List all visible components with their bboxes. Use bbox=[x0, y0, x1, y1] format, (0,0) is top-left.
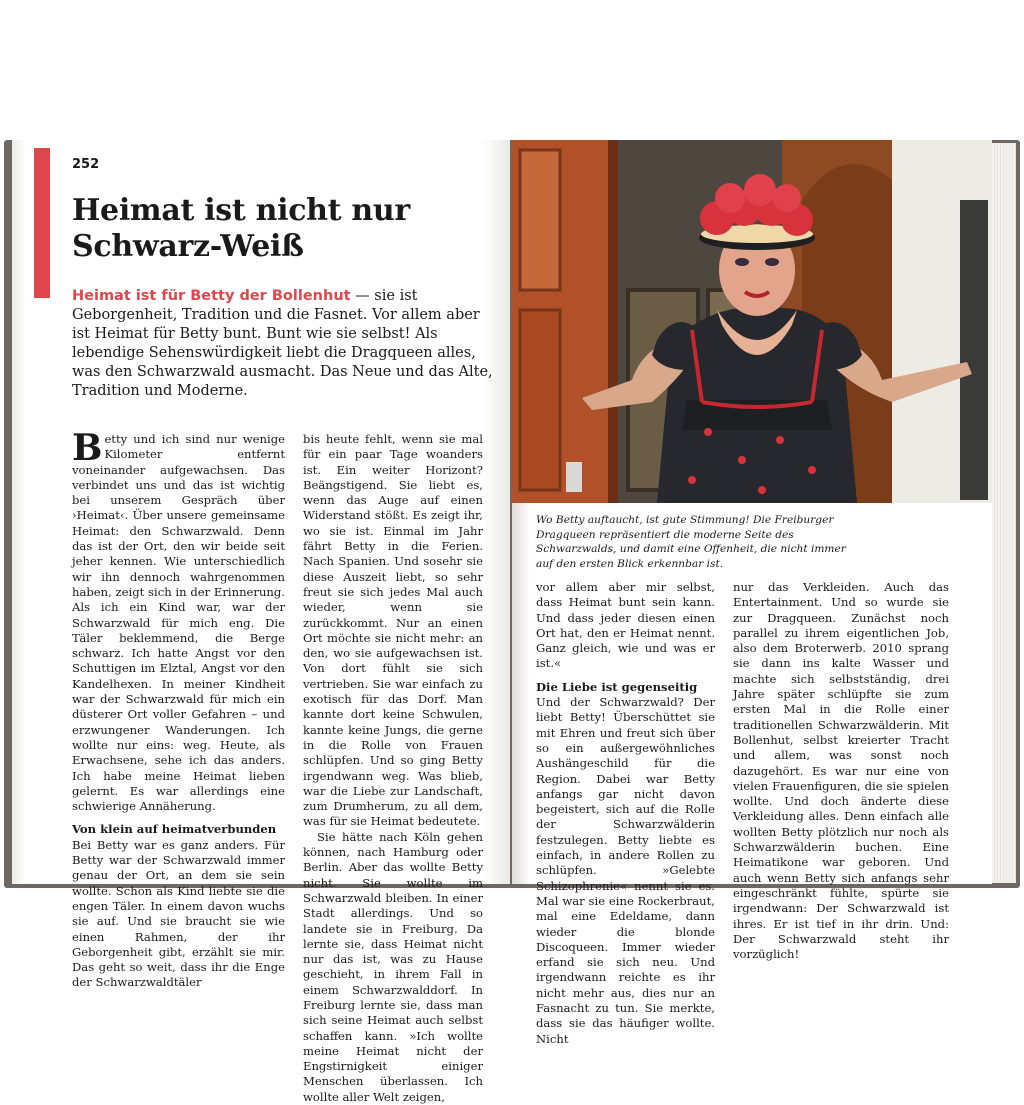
page-edges bbox=[992, 143, 1016, 883]
drop-cap: B bbox=[72, 427, 103, 469]
page-number: 252 bbox=[72, 157, 100, 172]
photo-illustration bbox=[512, 140, 992, 503]
text-column-3 bbox=[536, 580, 715, 1047]
text-column-2 bbox=[303, 432, 483, 1105]
subheading: Von klein auf heimatverbunden bbox=[72, 822, 277, 837]
article-title: Heimat ist nicht nur Schwarz-Weiß bbox=[72, 193, 410, 264]
paragraph: vor allem aber mir selbst, dass Heimat bunt sein kann. Und dass jeder diesen einen Ort hat, den er Heimat nennt. Ganz gleich, wie und was er ist.« bbox=[536, 580, 715, 671]
paragraph bbox=[72, 427, 285, 814]
lead-paragraph bbox=[72, 287, 500, 401]
paragraph: Und der Schwarzwald? Der liebt Betty! Überschüttet sie mit Ehren und freut sich über so ein außergewöhnliches Aushängeschild für die Region. Dabei war Betty anfangs gar nicht davon begeistert, sich auf die Rolle der Schwarzwälderin festzulegen. Betty liebte es einfach, in andere Rollen zu schlüpfen. »Gelebte Schizophrenie« nennt sie es. Mal war sie eine Rockerbraut, mal eine Edeldame, dann wieder die blonde Discoqueen. Immer wieder erfand sie sich neu. Und irgendwann reichte es ihr nicht mehr aus, dies nur an Fasnacht zu tun. Sie merkte, dass sie das häufiger wollte. Nicht bbox=[536, 695, 715, 1046]
paragraph: Sie hätte nach Köln gehen können, nach Hamburg oder Berlin. Aber das wollte Betty nicht. Sie wollte im Schwarzwald bleiben. In einer Stadt allerdings. Und so landete sie in Freiburg. Da lernte sie, dass Heimat nicht nur das ist, was zu Hause geschieht, in ihrem Fall in einem Schwarzwalddorf. In Freiburg lernte sie, dass man sich seine Heimat auch selbst schaffen kann. »Ich wollte meine Heimat nicht der Engstirnigkeit einiger Menschen überlassen. Ich wollte aller Welt zeigen, bbox=[303, 829, 483, 1104]
text-column-4 bbox=[733, 580, 949, 962]
paragraph: Bei Betty war es ganz anders. Für Betty war der Schwarzwald immer genau der Ort, an dem sie sein wollte. Schon als Kind liebte sie die engen Täler. In einem davon wuchs sie auf. Und sie braucht sie wie einen Rahmen, der ihr Geborgenheit gibt, erzählt sie mir. Das geht so weit, dass ihr die Enge der Schwarzwaldtäler bbox=[72, 837, 285, 990]
lead-highlight: Heimat ist für Betty der Bollenhut bbox=[72, 288, 351, 304]
subheading: Die Liebe ist gegenseitig bbox=[536, 679, 698, 694]
paragraph-text: etty und ich sind nur wenige Kilometer entfernt voneinander aufgewachsen. Das verbindet uns und das ist wichtig bei unserem Gespräch über ›Heimat‹. Über unsere gemeinsame Heimat: den Schwarzwald. Denn das ist der Ort, den wir beide seit jeher kennen. Wie unterschiedlich wir ihn dennoch wahrgenommen haben, zeigt sich in der Erinnerung. Als ich ein Kind war, war der Schwarzwald für mich eng. Die Täler beklemmend, die Berge schwarz. Ich hatte Angst vor den Schuttigen im Elztal, Angst vor den Kandelhexen. In meiner Kindheit war der Schwarzwald für mich ein düsterer Ort voller Gefahren – und erzwungener Wanderungen. Ich wollte nur eins: weg. Heute, als Erwachsene, sehe ich das anders. Ich habe meine Heimat lieben gelernt. Es war allerdings eine schwierige Annäherung. bbox=[72, 432, 285, 814]
text-column-1 bbox=[72, 427, 285, 991]
paragraph: bis heute fehlt, wenn sie mal für ein paar Tage woanders ist. Ein weiter Horizont? Beängstigend. Sie liebt es, wenn das Auge auf einen Widerstand stößt. Es zeigt ihr, wo sie ist. Einmal im Jahr fährt Betty in die Ferien. Nach Spanien. Und sosehr sie diese Auszeit liebt, so sehr freut sie sich jedes Mal auch wieder, wenn sie zurückkommt. Nur an einen Ort möchte sie nicht mehr: an den, wo sie aufgewachsen ist. Von dort fühlt sie sich vertrieben. Sie war einfach zu exotisch für das Dorf. Man kannte dort keine Schwulen, kannte keine Jungs, die gerne in die Rolle von Frauen schlüpfen. Und so ging Betty irgendwann weg. Was blieb, war die Liebe zur Landschaft, zum Drumherum, zu all dem, was für sie Heimat bedeutete. bbox=[303, 432, 483, 829]
lead-text: — sie ist Geborgenheit, Tradition und die Fasnet. Vor allem aber ist Heimat für Betty bunt. Bunt wie sie selbst! Als lebendige Sehenswürdigkeit liebt die Dragqueen alles, was den Schwarzwald ausmacht. Das Neue und das Alte, Tradition und Moderne. bbox=[72, 288, 493, 399]
photo-betty bbox=[512, 140, 992, 503]
accent-bar bbox=[34, 148, 50, 298]
photo-caption: Wo Betty auftaucht, ist gute Stimmung! Die Freiburger Dragqueen repräsentiert die moderne Seite des Schwarzwalds, und damit eine Offenheit, die nicht immer auf den ersten Blick erkennbar ist. bbox=[536, 514, 846, 570]
paragraph: nur das Verkleiden. Auch das Entertainment. Und so wurde sie zur Dragqueen. Zunächst noch parallel zu ihrem eigentlichen Job, also dem Broterwerb. 2010 sprang sie dann ins kalte Wasser und machte sich selbstständig, drei Jahre später schlüpfte sie zum ersten Mal in die Rolle einer traditionellen Schwarzwälderin. Mit Bollenhut, selbst kreierter Tracht und allem, was sonst noch dazugehört. Es war nur eine von vielen Frauenfiguren, die sie spielen wollte. Und doch änderte diese Verkleidung alles. Denn einfach alle wollten Betty plötzlich nur noch als Schwarzwälderin buchen. Eine Heimatikone war geboren. Und auch wenn Betty sich anfangs sehr eingeschränkt fühlte, spürte sie irgendwann: Der Schwarzwald ist ihres. Er ist tief in ihr drin. Und: Der Schwarzwald steht ihr vorzüglich! bbox=[733, 580, 949, 962]
